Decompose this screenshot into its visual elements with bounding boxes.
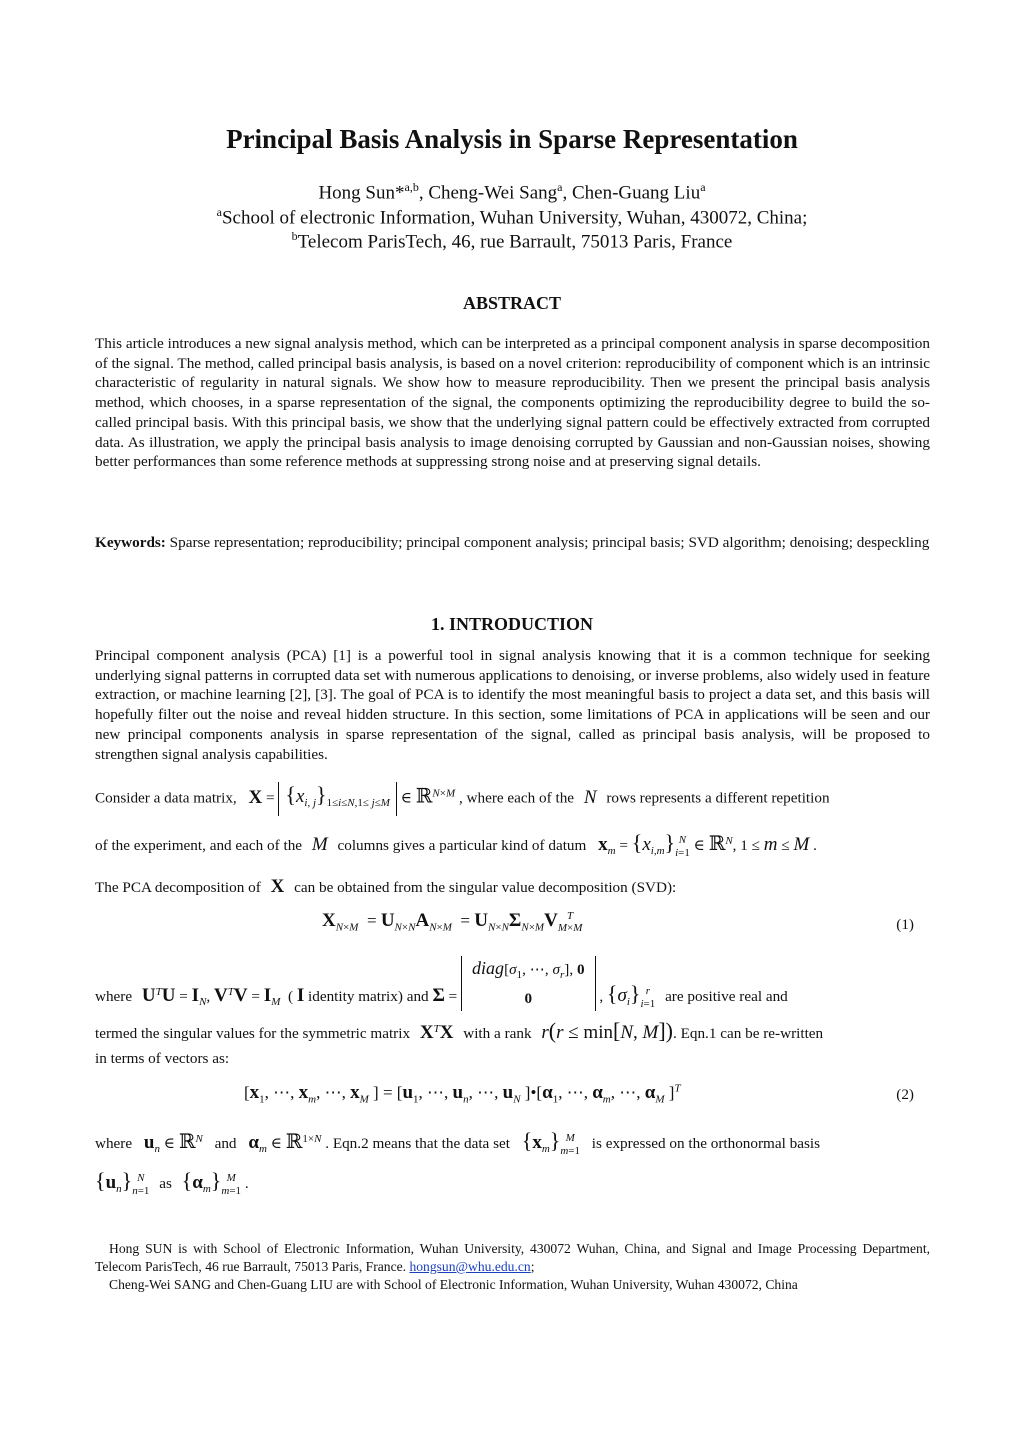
author-email-link[interactable]: hongsun@whu.edu.cn [409,1259,531,1274]
author-list [0,180,1024,204]
abstract-body: This article introduces a new signal analysis method, which can be interpreted as a principal component analysis in sparse decomposition of the signal. The method, called principal basis analysis, is based on a novel criterion: reproducibility of component which is an intrinsic characteristic of regularity in natural signals. We show how to measure reproducibility. Then we present the principal basis analysis method, which chooses, in a sparse representation of the signal, the components optimizing the reproducibility degree to build the so-called principal basis. With this principal basis, we show that the underlying signal pattern could be effectively extracted from corrupted data. As illustration, we apply the principal basis analysis to image denoising corrupted by Gaussian and non-Gaussian noises, showing better performances than some reference methods at suppressing strong noise and at preserving signal details. [95,335,930,471]
affiliation-a-mark: a [216,205,222,219]
svd-conditions-line: where $U^TU = I_N$, $V^TV = I_M$ ( I identity matrix) and $\Sigma = diag[\sigma_1$, ⋯, $\sigma_r$], 0 0 , $\{\sigma_i\}$ r i=1 are positive real and [95,958,788,1010]
affiliation-b [0,229,1024,253]
experiment-mid: columns gives a particular kind of datum [337,837,587,854]
equation-1: $X_{N\times M} = U_{N\times N}A_{N\times M} = U_{N\times N}\Sigma_{N\times M}V$ T M×M [322,910,583,935]
pca-line: The PCA decomposition of X can be obtained from the singular value decomposition (SVD): [95,876,677,897]
affiliation-a [0,205,1024,229]
termed-line-2: in terms of vectors as: [95,1050,230,1067]
footnote-line-2: Department, Telecom ParisTech, 46 rue Barrault, 75013 Paris, France. [95,1241,931,1274]
singular-values-line: termed the singular values for the symmetric matrix $X^TX$ with a rank r(r ≤ min[N, M]). Eqn.1 can be re-written [95,1018,824,1043]
keywords-text: Sparse representation; reproducibility; principal component analysis; principal basis; SVD algorithm; denoising; despeckling [165,534,930,551]
data-matrix-formula: $\{x_{i, j}\}_{1\le i\le N,1\le j\le M}$ [278,782,397,816]
where2-mid: . Eqn.2 means that the data set [325,1135,510,1152]
keywords [95,533,930,553]
sigma-matrix: $diag[\sigma_1$, ⋯, $\sigma_r$], 0 0 [461,956,595,1011]
author-3-affil: a [700,180,706,194]
affiliation-b-mark: b [291,229,298,243]
where1-prefix: where [95,988,133,1005]
data-matrix-line: Consider a data matrix, $X = \{x_{i, j}\}_{1\le i\le N,1\le j\le M}$ ∈ ℝ$^{N\times M}$ , where each of the N rows represents a different repetition [95,782,930,816]
basis-line: where $u_n$ ∈ ℝ$^N$ and $\alpha_m$ ∈ ℝ$^{1\times N}$ . Eqn.2 means that the data set $\{x_m\}$ M m=1 is expressed on the orthonormal basis [95,1128,820,1157]
equation-2-number: (2) [896,1086,914,1103]
equation-1-number: (1) [896,916,914,933]
author-2: , Cheng-Wei Sang [418,182,558,204]
where2-and: and [214,1135,237,1152]
termed-suffix: . Eqn.1 can be re-written [673,1025,824,1042]
where2-prefix: where [95,1135,133,1152]
footnote-hong-sun [95,1240,930,1276]
affiliation-b-text: Telecom ParisTech, 46, rue Barrault, 75013 Paris, France [297,231,733,253]
experiment-prefix: of the experiment, and each of the [95,837,303,854]
footnote-coauthors: Cheng-Wei SANG and Chen-Guang LIU are with School of Electronic Information, Wuhan University, Wuhan 430072, China [109,1277,798,1292]
footnote-line-1: Hong SUN is with School of Electronic Information, Wuhan University, 430072 Wuhan, China, and Signal and Image Processing [109,1241,857,1256]
keywords-label: Keywords: [95,534,166,551]
author-1-affil: a,b [404,180,419,194]
pca-suffix: can be obtained from the singular value decomposition (SVD): [294,879,677,896]
basis-line-2: $\{u_n\}$ N n=1 as $\{\alpha_m\}$ M m=1 . [95,1168,249,1197]
abstract-heading: ABSTRACT [462,293,562,313]
paper-title: Principal Basis Analysis in Sparse Representation [226,124,798,154]
where1-suffix: are positive real and [665,988,788,1005]
experiment-line: of the experiment, and each of the M columns gives a particular kind of datum $x_m = \{x_{i,m}\}$ N i=1 ∈ ℝ$^N$, 1 ≤ m ≤ M . [95,830,817,859]
termed-prefix: termed the singular values for the symmetric matrix [95,1025,411,1042]
author-3: , Chen-Guang Liu [562,182,701,204]
footnote-line-2-end: ; [530,1259,535,1274]
equation-2: [$x_1$, ⋯, $x_m$, ⋯, $x_M$ ] = [$u_1$, ⋯, $u_n$, ⋯, $u_N$ ]$•[\alpha_1$, ⋯, $\alpha_m$, ⋯, $\alpha_M$ ]$^T$ [244,1082,681,1106]
rank-formula: r(r ≤ min[N, M]) [541,1018,673,1043]
consider-rows: rows represents a different repetition [606,789,830,807]
datum-formula: $x_m = \{x_{i,m}\}$ N i=1 ∈ ℝ$^N$, 1 ≤ m ≤ M . [598,830,817,859]
section-heading-introduction: 1. INTRODUCTION [430,614,594,634]
as-word: as [159,1175,172,1192]
author-2-affil: a [557,180,563,194]
where1-identity: identity matrix) and [308,988,429,1005]
affiliation-a-text: School of electronic Information, Wuhan University, Wuhan, 430072, China; [221,207,808,229]
author-1: Hong Sun* [318,182,405,204]
termed-mid: with a rank [463,1025,532,1042]
consider-prefix: Consider a data matrix, [95,789,237,807]
intro-paragraph: Principal component analysis (PCA) [1] is a powerful tool in signal analysis knowing that it is a common technique for seeking underlying signal patterns in corrupted data set with numerous applications to denoising, or inverse problems, also widely used in feature extraction, or machine learning [2], [3]. The goal of PCA is to identify the most meaningful basis to project a data set, and this basis will hopefully filter out the noise and reveal hidden structure. In this section, some limitations of PCA in applications will be seen and our new principal components analysis in sparse representation of the signal, called as principal basis analysis, will be proposed to strengthen signal analysis capabilities. [95,647,930,763]
pca-prefix: The PCA decomposition of [95,879,261,896]
orthogonality-formula: $U^TU = I_N$, $V^TV = I_M$ ( I [141,985,305,1009]
where2-suffix: is expressed on the orthonormal basis [591,1135,820,1152]
consider-suffix: , where each of the [458,789,575,807]
